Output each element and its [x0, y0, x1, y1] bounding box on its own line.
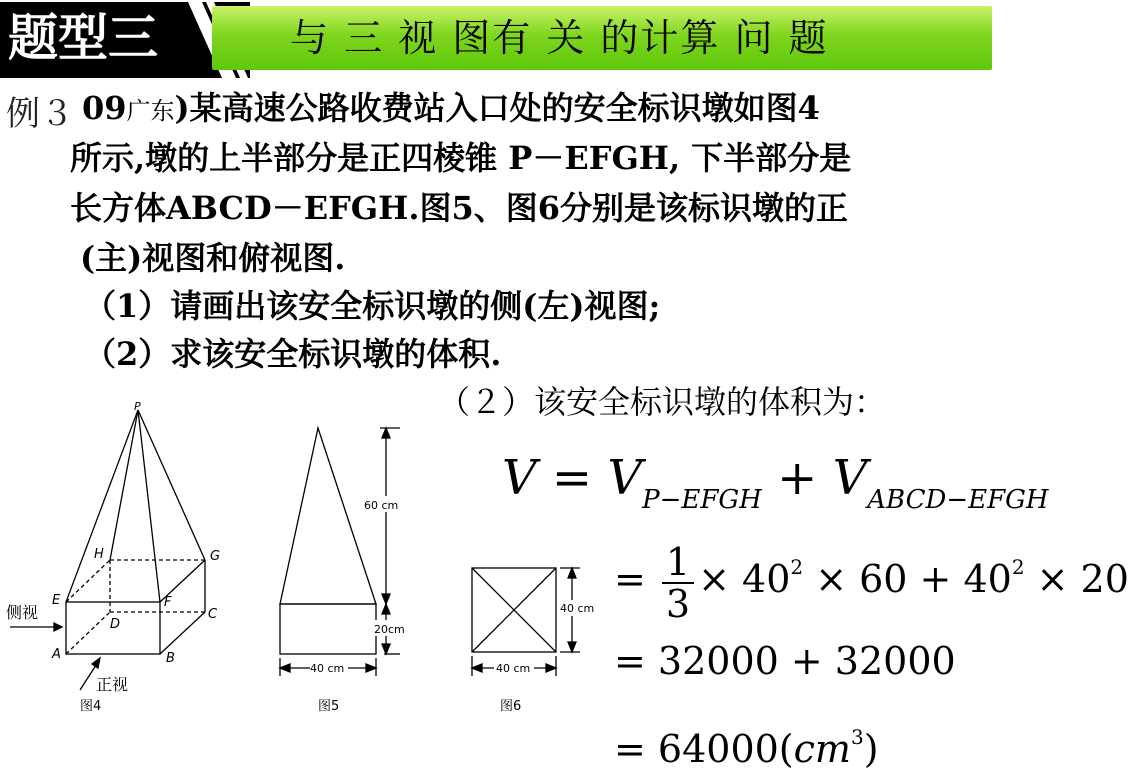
fraction-numerator: 1	[662, 542, 694, 584]
formula-equals: =	[536, 450, 608, 506]
formula-step-3: = 32000 + 32000	[614, 639, 956, 683]
fig6-width: 40 cm	[496, 662, 531, 675]
problem-year: 09	[82, 89, 127, 127]
fig4-caption: 图4	[80, 699, 102, 714]
fig5-height-bottom: 20cm	[374, 623, 405, 636]
step4-unit: cm	[793, 727, 851, 771]
step4-close: )	[863, 727, 879, 771]
step2-part-a: × 40	[698, 557, 791, 601]
problem-line-4: (主)视图和俯视图.	[80, 239, 346, 277]
step2-exponent-1: 2	[790, 555, 804, 579]
fig6-side: 40 cm	[560, 602, 595, 615]
fig4-front-view-label: 正视	[96, 675, 129, 694]
problem-line-1	[82, 86, 820, 133]
fig5-height-top: 60 cm	[364, 499, 399, 512]
fig4-label-e: E	[52, 593, 61, 608]
problem-line-1-text: )某高速公路收费站入口处的安全标识墩如图4	[174, 89, 820, 127]
formula-plus: +	[761, 450, 833, 506]
fig4-label-h: H	[94, 547, 104, 562]
figure-5-front-view	[268, 412, 418, 720]
fig4-label-d: D	[110, 617, 121, 632]
fig5-rectangle	[280, 604, 376, 654]
fig5-caption: 图5	[318, 699, 340, 714]
header-tag: 题型三	[8, 9, 158, 67]
step2-equals: =	[614, 557, 658, 601]
problem-region: 广东	[126, 97, 175, 125]
formula-step-2	[614, 522, 1129, 624]
fig4-label-b: B	[166, 651, 175, 666]
problem-line-2: 所示,墩的上半部分是正四棱锥 P－EFGH, 下半部分是	[70, 139, 852, 177]
fig4-label-a: A	[52, 647, 61, 662]
formula-step-4	[614, 712, 879, 774]
formula-v-pyramid: V	[607, 450, 643, 506]
fraction-denominator: 3	[665, 581, 691, 626]
formula-sub-pyramid: P−EFGH	[642, 485, 762, 515]
figure-6-top-view	[460, 556, 610, 720]
volume-formula	[502, 448, 1049, 530]
step2-exponent-2: 2	[1011, 555, 1025, 579]
formula-v-box: V	[832, 450, 868, 506]
fig4-label-c: C	[208, 607, 218, 622]
fig4-label-g: G	[210, 549, 221, 564]
fig5-triangle	[280, 428, 376, 604]
step2-part-c: × 20	[1024, 557, 1129, 601]
step2-part-b: × 60 + 40	[803, 557, 1012, 601]
answer-intro: （２）该安全标识墩的体积为：	[438, 383, 887, 421]
fig4-side-view-label: 侧视	[6, 603, 39, 622]
fig6-caption: 图6	[500, 699, 522, 714]
question-1: （1）请画出该安全标识墩的侧(左)视图;	[84, 287, 661, 325]
example-marker: 例３	[6, 94, 74, 134]
step4-exponent: 3	[850, 725, 864, 749]
formula-v: V	[502, 450, 537, 506]
fraction-one-third	[662, 539, 694, 626]
fig4-label-f: F	[164, 595, 172, 610]
fig5-width: 40 cm	[310, 662, 345, 675]
fig4-label-p: P	[134, 400, 141, 413]
problem-line-3: 长方体ABCD－EFGH.图5、图6分别是该标识墩的正	[70, 189, 849, 227]
step4-value: = 64000(	[614, 727, 794, 771]
figure-4-solid	[0, 400, 240, 720]
formula-sub-box: ABCD−EFGH	[867, 485, 1049, 515]
header-title: 与 三 视 图有 关 的计算 问 题	[290, 16, 829, 60]
question-2: （2）求该安全标识墩的体积.	[84, 335, 502, 373]
